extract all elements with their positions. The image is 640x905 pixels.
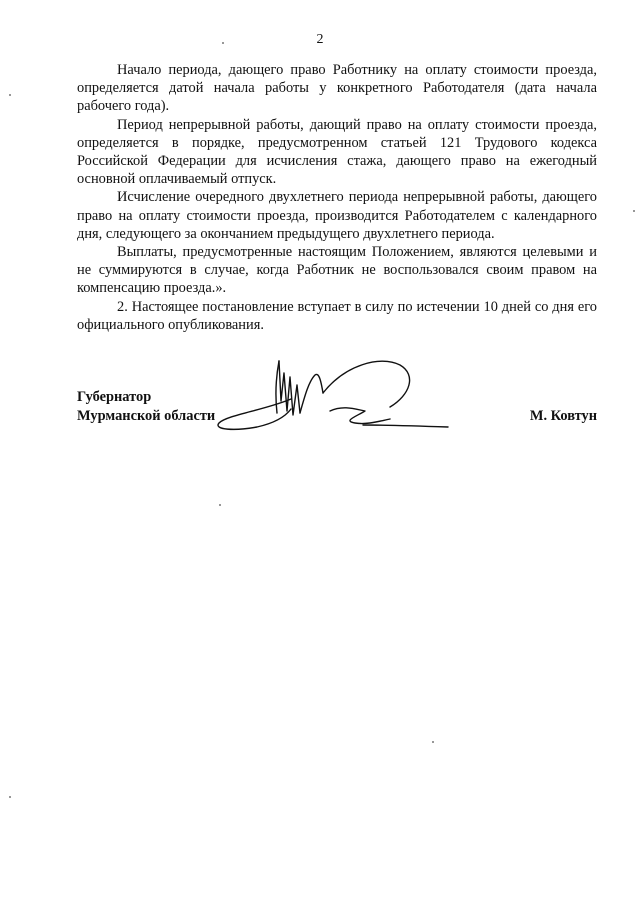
scan-speck <box>222 42 224 44</box>
signatory-region: Мурманской области <box>77 408 216 424</box>
signatory-title: Губернатор <box>77 389 152 405</box>
scan-speck <box>219 504 221 506</box>
scan-speck <box>633 210 635 212</box>
paragraph-two-year-period: Исчисление очередного двухлетнего периода непрерывной работы, дающего право на оплату стоимости проезда, производится Работодателем с календарного дня, следующего за окончанием предыдущего двухлетнего периода. <box>77 189 597 242</box>
page-number: 2 <box>316 32 324 47</box>
paragraph-period-start: Начало периода, дающего право Работнику на оплату стоимости проезда, определяется датой начала работы у конкретного Работодателя (дата начала рабочего года). <box>77 62 597 115</box>
paragraph-payments: Выплаты, предусмотренные настоящим Положением, являются целевыми и не суммируются в случае, когда Работник не воспользовался своим правом на компенсацию проезда.». <box>77 244 597 297</box>
paragraph-effective-date: 2. Настоящее постановление вступает в силу по истечении 10 дней со дня его официального опубликования. <box>77 298 597 333</box>
scan-speck <box>9 94 11 96</box>
handwritten-signature <box>205 355 450 435</box>
document-body <box>77 61 597 334</box>
signatory-name: М. Ковтун <box>529 408 597 424</box>
scan-speck <box>9 796 11 798</box>
scan-speck <box>432 741 434 743</box>
paragraph-continuous-work: Период непрерывной работы, дающий право на оплату стоимости проезда, определяется в порядке, предусмотренном статьей 121 Трудового кодекса Российской Федерации для исчисления стажа, дающего право на ежегодный основной оплачиваемый отпуск. <box>77 116 597 188</box>
